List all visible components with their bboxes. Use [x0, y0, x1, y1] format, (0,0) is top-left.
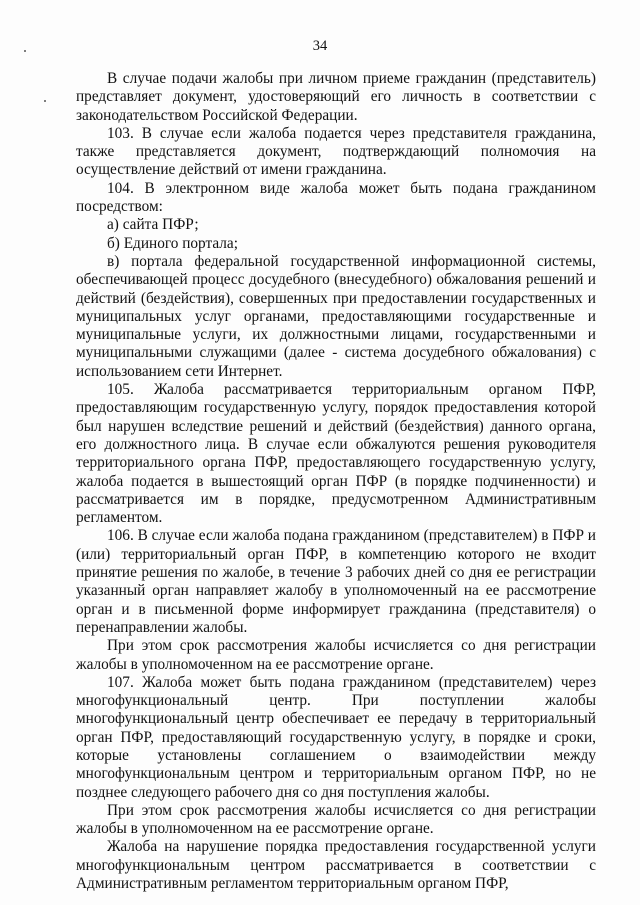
scan-speck	[44, 100, 46, 102]
list-item-a: а) сайта ПФР;	[107, 216, 199, 234]
paragraph-106: 106. В случае если жалоба подана гражданином (представителем) в ПФР и (или) территориальный орган ПФР, в компетенцию которого не входит принятие решения по жалобе, в течение 3 рабочих дней со дня ее регистрации указанный орган направляет жалобу в уполномоченный на ее рассмотрение орган и в письменной форме информирует гражданина (представителя) о перенаправлении жалобы.	[76, 527, 596, 636]
paragraph-personal-reception: В случае подачи жалобы при личном приеме гражданин (представитель) представляет документ, удостоверяющий его личность в соответствии с законодательством Российской Федерации.	[76, 70, 596, 124]
paragraph-105: 105. Жалоба рассматривается территориальным органом ПФР, предоставляющим государственную услугу, порядок предоставления которой был нарушен вследствие решений и действий (бездействия) данного органа, его должностного лица. В случае если обжалуются решения руководителя территориального органа ПФР, предоставляющего государственную услугу, жалоба подается в вышестоящий орган ПФР (в порядке подчиненности) и рассматривается им в порядке, предусмотренном Административным регламентом.	[76, 381, 596, 527]
page-number: 34	[312, 38, 328, 54]
list-item-b: б) Единого портала;	[107, 234, 238, 252]
paragraph-103: 103. В случае если жалоба подается через представителя гражданина, также представляется документ, подтверждающий полномочия на осуществление действий от имени гражданина.	[76, 124, 596, 179]
document-body	[76, 70, 596, 893]
paragraph-mfc-complaint: Жалоба на нарушение порядка предоставления государственной услуги многофункциональным центром рассматривается в соответствии с Административным регламентом территориальным органом ПФР,	[76, 838, 596, 893]
paragraph-104: 104. В электронном виде жалоба может быть подана гражданином посредством:	[76, 179, 596, 216]
paragraph-107: 107. Жалоба может быть подана гражданином (представителем) через многофункциональный центр. При поступлении жалобы многофункциональный центр обеспечивает ее передачу в территориальный орган ПФР, предоставляющий государственную услугу, в порядке и сроки, которые установлены соглашением о взаимодействии между многофункциональным центром и территориальным органом ПФР, но не позднее следующего рабочего дня со дня поступления жалобы.	[76, 673, 596, 801]
paragraph-107-term: При этом срок рассмотрения жалобы исчисляется со дня регистрации жалобы в уполномоченном на ее рассмотрение органе.	[76, 801, 596, 838]
paragraph-106-term: При этом срок рассмотрения жалобы исчисляется со дня регистрации жалобы в уполномоченном на ее рассмотрение органе.	[76, 637, 596, 673]
list-item-c: в) портала федеральной государственной информационной системы, обеспечивающей процесс досудебного (внесудебного) обжалования решений и действий (бездействия), совершенных при предоставлении государственных и муниципальных услуг органами, предоставляющими государственные и муниципальные услуги, их должностными лицами, государственными и муниципальными служащими (далее - система досудебного обжалования) с использованием сети Интернет.	[76, 252, 596, 380]
